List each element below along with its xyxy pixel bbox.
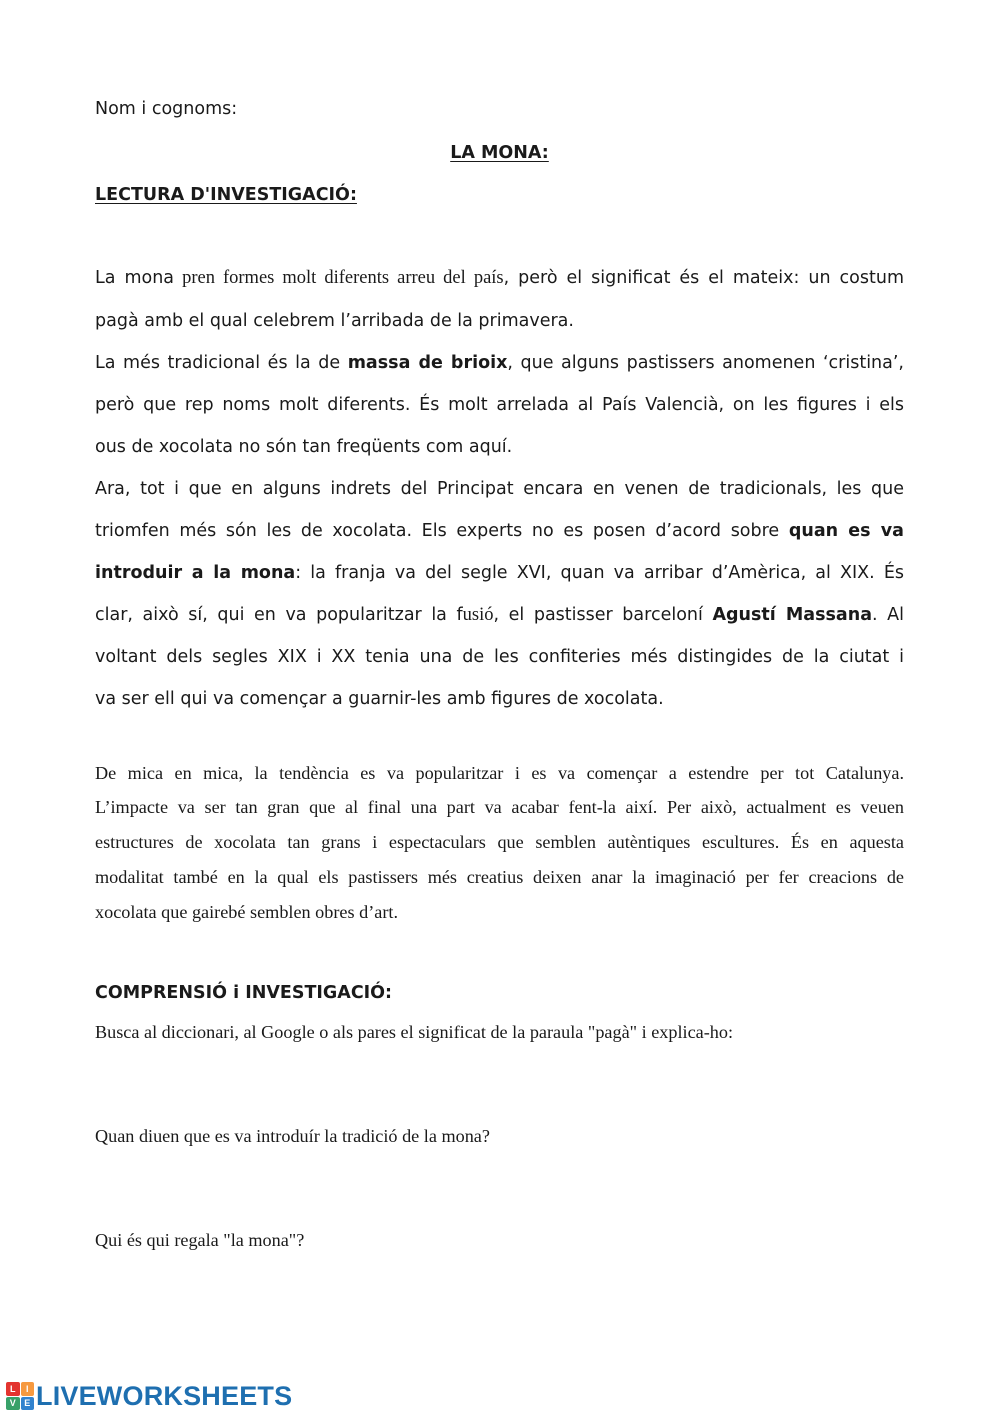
question-1: Busca al diccionari, al Google o als pares el significat de la paraula "pagà" i explica-ho: (95, 1022, 734, 1042)
reading-line-6: Ara, tot i que en alguns indrets del Principat encara en venen de tradicionals, les que (95, 479, 904, 499)
reading-line-10: voltant dels segles XIX i XX tenia una de les confiteries més distingides de la ciutat i (95, 647, 904, 667)
reading-line-1 (95, 268, 904, 289)
reading-line-7-a: triomfen més són les de xocolata. Els experts no es posen d’acord sobre (95, 521, 789, 541)
reading-line-11: va ser ell qui va començar a guarnir-les amb figures de xocolata. (95, 689, 664, 709)
page-title: LA MONA: (450, 143, 549, 163)
reading-line-9 (95, 605, 904, 626)
reading-line-3-a: La més tradicional és la de (95, 353, 348, 373)
logo-mark-letter: V (6, 1397, 20, 1411)
reading-line-8-b: : la franja va del segle XVI, quan va arribar d’Amèrica, al XIX. És (295, 563, 904, 583)
reading-line-4: però que rep noms molt diferents. És molt arrelada al País Valencià, on les figures i els (95, 395, 904, 415)
logo-mark-letter: E (21, 1397, 35, 1411)
reading-line-8-bold: introduir a la mona (95, 563, 296, 583)
reading-line-2: pagà amb el qual celebrem l’arribada de la primavera. (95, 311, 574, 331)
reading-line-9-serif: usió (462, 605, 494, 625)
reading2-line-5: xocolata que gairebé semblen obres d’art. (95, 902, 398, 922)
reading-line-3-c: , que alguns pastissers anomenen ‘cristina’, (507, 353, 904, 373)
question-3: Qui és qui regala "la mona"? (95, 1230, 305, 1250)
reading2-line-4: modalitat també en la qual els pastissers més creatius deixen anar la imaginació per fer creacions de (95, 867, 904, 887)
liveworksheets-logo[interactable] (6, 1381, 292, 1411)
reading-line-9-c: . Al (872, 605, 904, 625)
reading-line-9-bold: Agustí Massana (712, 605, 873, 625)
logo-mark-letter: I (21, 1382, 35, 1396)
name-label: Nom i cognoms: (95, 99, 238, 119)
reading-line-9-a: clar, això sí, qui en va popularitzar la f (95, 605, 463, 625)
reading-line-7-bold: quan es va (788, 521, 904, 541)
reading2-line-2: L’impacte va ser tan gran que al final una part va acabar fent-la així. Per això, actualment es veuen (95, 797, 904, 817)
logo-mark-icon (6, 1382, 34, 1410)
section-heading-comprehension: COMPRENSIÓ i INVESTIGACIÓ: (95, 983, 393, 1003)
reading-line-1-a: La mona (95, 268, 175, 288)
reading2-line-3: estructures de xocolata tan grans i espectaculars que semblen autèntiques escultures. És en aquesta (95, 832, 904, 852)
reading-line-3-bold: massa de brioix (347, 353, 508, 373)
reading-line-3 (95, 353, 904, 373)
reading-line-7 (95, 521, 904, 541)
reading2-line-1: De mica en mica, la tendència es va popularitzar i es va començar a estendre per tot Catalunya. (95, 763, 904, 783)
logo-mark-letter: L (6, 1382, 20, 1396)
reading-line-5: ous de xocolata no són tan freqüents com aquí. (95, 437, 513, 457)
reading-line-1-c: , però el significat és el mateix: un costum (503, 268, 904, 288)
reading-line-8 (95, 563, 904, 583)
reading-line-1-b: pren formes molt diferents arreu del país (174, 268, 504, 288)
reading-line-9-b: , el pastisser barceloní (493, 605, 713, 625)
question-2: Quan diuen que es va introduír la tradició de la mona? (95, 1126, 490, 1146)
section-heading-reading: LECTURA D'INVESTIGACIÓ: (95, 185, 357, 205)
logo-text: LIVEWORKSHEETS (36, 1380, 293, 1411)
